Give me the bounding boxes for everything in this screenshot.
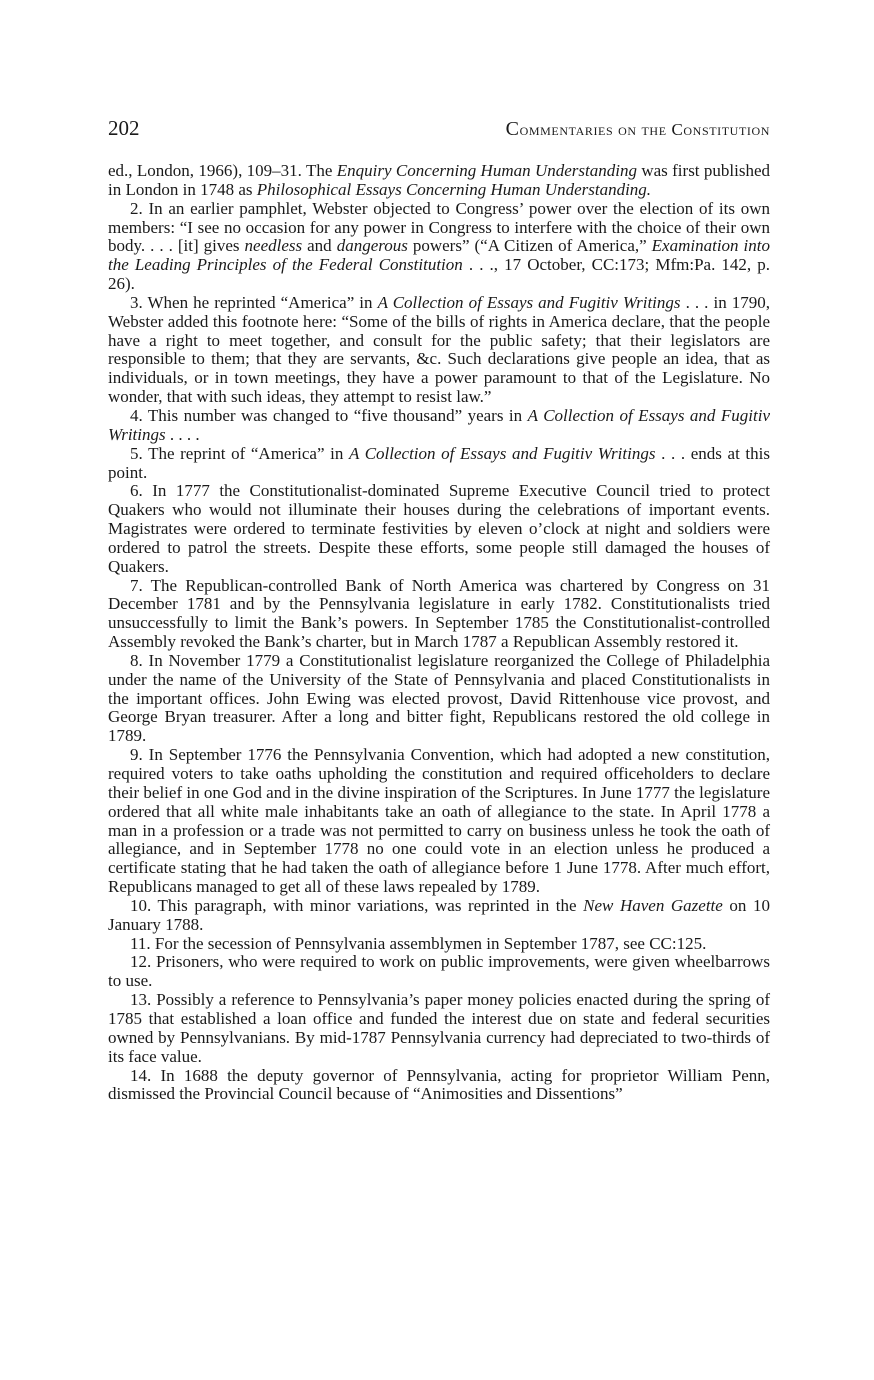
italic-title: dangerous (336, 236, 408, 256)
endnote-7 (108, 577, 770, 652)
note-text: 8. In November 1779 a Constitutionalist legislature reorganized the College of Philadelphia under the name of the University of the State of Pennsylvania and placed Constitutionalists in the important offices. John Ewing was elected provost, David Rittenhouse vice provost, and George Bryan treasurer. After a long and bitter fight, Republicans restored the old college in 1789. (108, 650, 770, 746)
running-head: Commentaries on the Constitution (505, 118, 770, 140)
endnote-12 (108, 953, 770, 991)
endnote-11 (108, 935, 770, 954)
note-text: 3. When he reprinted “America” in (130, 292, 378, 312)
note-text: powers” (“A Citizen of America,” (407, 236, 652, 256)
endnote-3 (108, 294, 770, 407)
note-text: 13. Possibly a reference to Pennsylvania’s paper money policies enacted during the spring of 1785 that established a loan office and funded the interest due on state and federal securities owned by Pennsylvanians. By mid-1787 Pennsylvania currency had depreciated to two-thirds of its face value. (108, 990, 770, 1066)
italic-title: A Collection of Essays and Fugitiv Writings (377, 292, 681, 312)
note-text: . . ., 17 October, CC:173; Mfm:Pa. 142, p. 26). (108, 255, 770, 294)
note-text: was first published in London in 1748 as (108, 161, 771, 199)
note-text: ed., London, 1966), 109–31. The (108, 161, 337, 180)
note-text: 11. For the secession of Pennsylvania assemblymen in September 1787, see CC:125. (130, 933, 707, 953)
endnote-5 (108, 445, 770, 483)
italic-title: New Haven Gazette (583, 895, 723, 915)
endnote-8 (108, 652, 770, 746)
italic-title: Examination into the Leading Principles of the Federal Constitution (108, 236, 770, 275)
page-number: 202 (108, 116, 140, 140)
endnote-6 (108, 482, 770, 576)
note-text: on 10 January 1788. (108, 895, 771, 934)
note-text: 2. In an earlier pamphlet, Webster objected to Congress’ power over the election of its own members: “I see no occasion for any power in Congress to interfere with the choice of their own body. . . . [it] gives (108, 198, 770, 256)
note-text: . . . in 1790, Webster added this footnote here: “Some of the bills of rights in America declare, that the people have a right to meet together, and consult for the public safety; that their legislators are responsible to them; that they are servants, &c. Such declarations give people an idea, that as individuals, or in town meetings, they have a power paramount to that of the Legislature. No wonder, that with such ideas, they attempt to resist law.” (108, 292, 770, 407)
italic-title: Enquiry Concerning Human Understanding (336, 161, 637, 180)
note-text: 14. In 1688 the deputy governor of Pennsylvania, acting for proprietor William Penn, dismissed the Provincial Council because of “Animosities and Dissentions” (108, 1065, 770, 1104)
note-text: . . . ends at this point. (108, 443, 770, 482)
note-continuation (108, 162, 770, 200)
endnote-10 (108, 897, 770, 935)
note-text: 5. The reprint of “America” in (130, 443, 349, 463)
endnote-13 (108, 991, 770, 1066)
note-text: 9. In September 1776 the Pennsylvania Convention, which had adopted a new constitution, required voters to take oaths upholding the constitution and required officeholders to declare their belief in one God and in the divine inspiration of the Scriptures. In June 1777 the legislature ordered that all white male inhabitants take an oath of allegiance to the state. In April 1778 a man in a profession or a trade was not permitted to carry on business unless he took the oath of allegiance, and in September 1778 no one could vote in an election unless he produced a certificate stating that he had taken the oath of allegiance before 1 June 1778. After much effort, Republicans managed to get all of these laws repealed by 1789. (108, 745, 770, 897)
note-text: 10. This paragraph, with minor variations, was reprinted in the (130, 895, 584, 915)
italic-title: A Collection of Essays and Fugitiv Writings (108, 405, 771, 444)
endnotes-body (108, 162, 770, 1104)
note-text: 6. In 1777 the Constitutionalist-dominated Supreme Executive Council tried to protect Quakers who would not illuminate their houses during the celebrations of important events. Magistrates were ordered to terminate festivities by eleven o’clock at night and soldiers were ordered to patrol the streets. Despite these efforts, some people still damaged the houses of Quakers. (108, 481, 770, 576)
page-header (108, 116, 770, 141)
italic-title: Philosophical Essays Concerning Human Understanding. (256, 179, 652, 199)
note-text: 12. Prisoners, who were required to work on public improvements, were given wheelbarrows to use. (108, 952, 770, 991)
italic-title: A Collection of Essays and Fugitiv Writings (349, 443, 656, 463)
note-text: 7. The Republican-controlled Bank of North America was chartered by Congress on 31 December 1781 and by the Pennsylvania legislature in early 1782. Constitutionalists tried unsuccessfully to limit the Bank’s powers. In September 1785 the Constitutionalist-controlled Assembly revoked the Bank’s charter, but in March 1787 a Republican Assembly restored it. (108, 575, 770, 652)
note-text: and (302, 236, 337, 256)
endnote-14 (108, 1067, 770, 1105)
endnote-4 (108, 407, 770, 445)
note-text: 4. This number was changed to “five thousand” years in (130, 405, 528, 425)
note-text: . . . . (165, 424, 200, 444)
italic-title: needless (244, 236, 303, 256)
endnote-9 (108, 746, 770, 897)
endnote-2 (108, 200, 770, 294)
